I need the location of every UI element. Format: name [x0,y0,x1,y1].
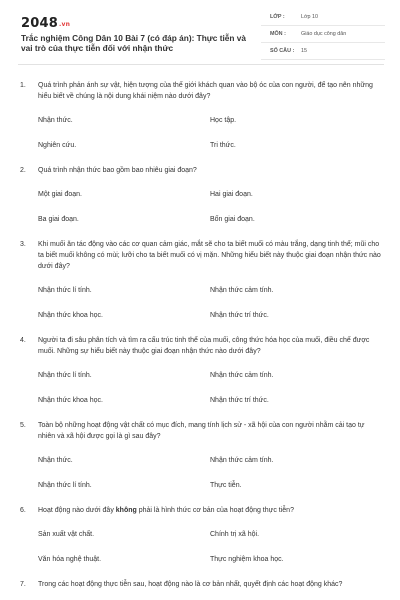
question-number: 6. [20,507,26,514]
answer-option-d[interactable]: Thực nghiệm khoa học. [210,556,284,563]
question-number: 5. [20,422,26,429]
answer-option-a[interactable]: Nhận thức lí tính. [38,372,92,379]
answer-option-a[interactable]: Một giai đoạn. [38,191,82,198]
answer-option-a[interactable]: Nhận thức. [38,457,73,464]
logo-text: 2048 [21,16,58,31]
answer-grid [20,370,382,420]
meta-row-subject [261,29,385,43]
answer-option-b[interactable]: Nhận thức cảm tính. [210,372,274,379]
question-number: 2. [20,167,26,174]
question-text [20,165,382,176]
question-number: 7. [20,581,26,588]
answer-grid [20,455,382,505]
answer-option-c[interactable]: Nghiên cứu. [38,142,77,149]
answer-option-d[interactable]: Bốn giai đoạn. [210,216,255,223]
answer-option-d[interactable]: Nhận thức trí thức. [210,312,269,319]
question-body: Người ta đi sâu phân tích và tìm ra cấu trúc tinh thể của muối, công thức hóa học của muối, điều chế được muối. Những sự hiểu biết này thuộc giai đoạn nhận thức nào dưới đây? [38,337,370,355]
meta-label-class: LỚP : [270,14,285,20]
answer-grid [20,529,382,579]
meta-row-count [261,46,385,60]
meta-value-subject: Giáo dục công dân [301,31,347,37]
question-text [20,80,382,102]
question-body-end: phải là hình thức cơ bản của hoạt động thực tiễn? [136,507,294,514]
question-text [20,239,382,272]
question-text [20,335,382,357]
answer-option-c[interactable]: Ba giai đoạn. [38,216,79,223]
question-7 [20,579,382,590]
question-number: 3. [20,241,26,248]
meta-row-class [261,12,385,26]
question-body: Quá trình phản ánh sự vật, hiện tượng của thế giới khách quan vào bộ óc của con người, để tạo nên những hiểu biết về chúng là nội dung khái niệm nào dưới đây? [38,82,373,100]
question-body: Quá trình nhận thức bao gồm bao nhiêu giai đoạn? [38,167,197,174]
answer-option-b[interactable]: Chính trị xã hội. [210,531,260,538]
site-logo[interactable] [21,16,70,31]
question-list [20,80,382,590]
question-body: Khi muối ăn tác động vào các cơ quan cảm giác, mắt sẽ cho ta biết muối có màu trắng, dạng tinh thể; mũi cho ta biết muối không có mùi; lưỡi cho ta biết muối có vị mặn. Những hiểu biết này thuộc giai đoạn nhận thức nào dưới đây? [38,241,381,270]
meta-value-count: 15 [301,48,307,54]
question-number: 1. [20,82,26,89]
answer-option-d[interactable]: Thực tiễn. [210,482,242,489]
question-number: 4. [20,337,26,344]
question-text [20,505,382,516]
meta-label-subject: MÔN : [270,31,286,37]
answer-option-a[interactable]: Nhận thức. [38,117,73,124]
question-text [20,420,382,442]
answer-option-b[interactable]: Học tập. [210,117,237,124]
answer-option-a[interactable]: Nhận thức lí tính. [38,287,92,294]
question-3 [20,239,382,335]
answer-option-a[interactable]: Sản xuất vật chất. [38,531,95,538]
answer-option-b[interactable]: Nhận thức cảm tính. [210,457,274,464]
answer-option-c[interactable]: Văn hóa nghệ thuật. [38,556,102,563]
answer-grid [20,285,382,335]
answer-option-b[interactable]: Nhận thức cảm tính. [210,287,274,294]
document-title: Trắc nghiệm Công Dân 10 Bài 7 (có đáp án): Thực tiễn và vai trò của thực tiễn đối với nhận thức [21,33,246,53]
answer-option-c[interactable]: Nhận thức khoa học. [38,397,104,404]
answer-option-b[interactable]: Hai giai đoạn. [210,191,253,198]
question-5 [20,420,382,505]
question-text [20,579,382,590]
question-body: Toàn bộ những hoạt động vật chất có mục đích, mang tính lịch sử - xã hội của con người nhằm cải tạo tự nhiên và xã hội được gọi là gì sau đây? [38,422,365,440]
document-header [18,12,384,65]
question-1 [20,80,382,165]
answer-option-d[interactable]: Nhận thức trí thức. [210,397,269,404]
answer-option-c[interactable]: Nhận thức lí tính. [38,482,92,489]
answer-grid [20,115,382,165]
question-4 [20,335,382,420]
answer-option-d[interactable]: Tri thức. [210,142,236,149]
question-6 [20,505,382,579]
meta-panel [261,12,385,63]
question-2 [20,165,382,239]
question-body: Trong các hoạt động thực tiễn sau, hoạt động nào là cơ bản nhất, quyết định các hoạt động khác? [38,581,343,588]
question-body-start: Hoạt động nào dưới đây [38,507,116,514]
meta-value-class: Lớp 10 [301,14,319,20]
question-emphasis: không [115,507,137,514]
answer-grid [20,189,382,239]
logo-suffix: .vn [58,21,71,28]
meta-label-count: SỐ CÂU : [270,48,295,54]
answer-option-c[interactable]: Nhận thức khoa học. [38,312,104,319]
